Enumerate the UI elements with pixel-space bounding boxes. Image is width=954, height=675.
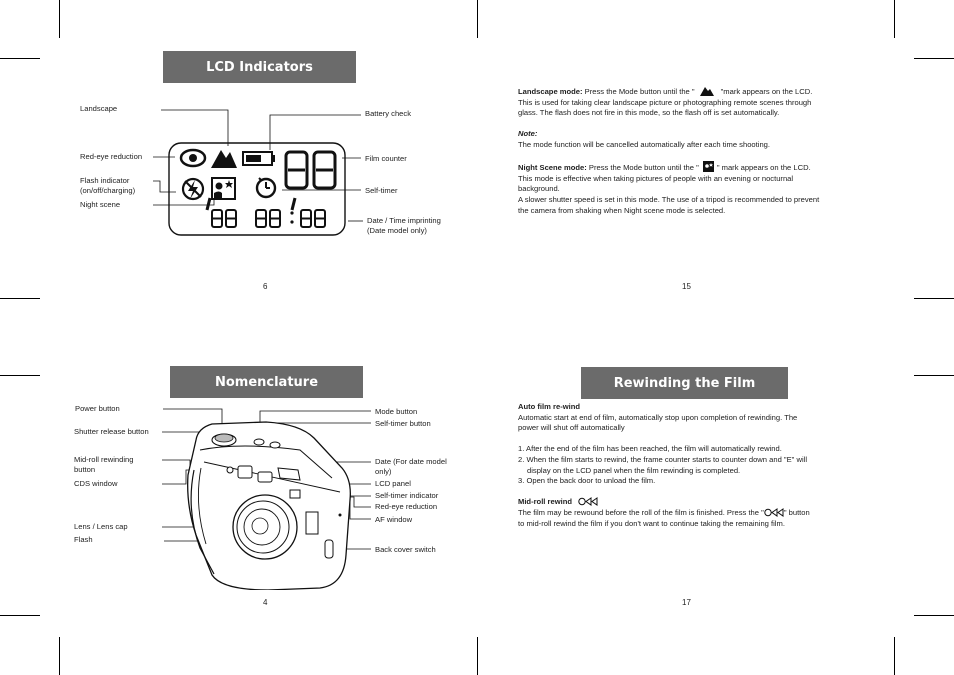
night-scene-icon [212, 178, 235, 199]
camera-diagram [150, 400, 375, 590]
night-mode-line1 [518, 161, 863, 174]
label-night-scene: Night scene [80, 200, 121, 209]
label-flash-indicator: Flash indicator [80, 176, 130, 185]
landscape-mode-line2: This is used for taking clear landscape picture or photographing remote scenes through [518, 97, 812, 107]
section-header: Nomenclature [170, 366, 363, 398]
label-back-cover-switch: Back cover switch [375, 545, 436, 554]
landscape-mode-line1 [518, 86, 863, 98]
label-landscape: Landscape [80, 104, 118, 113]
label-midroll-button: Mid-roll rewinding [74, 455, 134, 464]
rewind-icon [764, 508, 784, 517]
label-af-window: AF window [375, 515, 413, 524]
label-flash: Flash [74, 535, 93, 544]
step-1: 1. After the end of the film has been reached, the film will automatically rewind. [518, 444, 782, 454]
midroll-text: The film may be rewound before the roll of the film is finished. Press the " [518, 507, 764, 517]
label-red-eye-reduction: Red-eye reduction [375, 502, 438, 511]
auto-rewind-line2: power will shut off automatically [518, 423, 625, 433]
auto-rewind-line1: Automatic start at end of film, automatically stop upon completion of rewinding. The [518, 412, 798, 422]
midroll-text-end: " button [783, 507, 810, 517]
label-lens: Lens / Lens cap [74, 522, 128, 531]
auto-rewind-title: Auto film re-wind [518, 402, 581, 411]
midroll-title: Mid-roll rewind [518, 497, 572, 507]
page-number: 6 [263, 282, 268, 291]
section-header: LCD Indicators [163, 51, 356, 83]
midroll-title-line [518, 497, 863, 508]
lcd-panel-diagram [140, 100, 370, 245]
page-number: 15 [682, 282, 691, 291]
label-shutter-button: Shutter release button [74, 427, 149, 436]
landscape-mode-line3: glass. The flash does not fire in this mode, so the flash off is set automatically. [518, 108, 780, 118]
label-film-counter: Film counter [365, 154, 407, 163]
step-3: 3. Open the back door to unload the film. [518, 476, 656, 486]
night-mode-text: Press the Mode button until the " [586, 163, 699, 173]
label-mode-button: Mode button [375, 407, 418, 416]
night-scene-icon [699, 161, 717, 172]
step-2: 2. When the film starts to rewind, the frame counter starts to counter down and "E" will [518, 454, 808, 464]
night-mode-line4: A slower shutter speed is set in this mode. The use of a tripod is recommended to prevent [518, 194, 820, 204]
label-date-time: Date / Time imprinting [367, 216, 441, 225]
rewind-icon [578, 497, 598, 506]
label-date: Date (For date model [375, 457, 447, 466]
night-mode-text-end: " mark appears on the LCD. [716, 163, 811, 173]
label-date-time-sub: (Date model only) [367, 226, 427, 235]
landscape-mode-text-end: "mark appears on the LCD. [720, 87, 813, 96]
label-power-button: Power button [75, 404, 120, 413]
label-lcd-panel: LCD panel [375, 479, 411, 488]
battery-icon [243, 152, 275, 165]
label-cds-window: CDS window [74, 479, 118, 488]
step-2-cont: display on the LCD panel when the film rewinding is completed. [527, 465, 741, 475]
label-midroll-button-sub: button [74, 465, 96, 474]
label-self-timer: Self-timer [365, 186, 398, 195]
label-self-timer-indicator: Self-timer indicator [375, 491, 439, 500]
landscape-mode-text: Press the Mode button until the " [582, 87, 695, 96]
note-text: The mode function will be cancelled automatically after each time shooting. [518, 139, 770, 149]
film-counter-digits [286, 152, 335, 188]
night-mode-line5: the camera from shaking when Night scene mode is selected. [518, 205, 726, 215]
landscape-mode-title: Landscape mode: [518, 87, 583, 96]
self-timer-icon [257, 178, 275, 197]
midroll-line2: to mid-roll rewind the film if you don't want to continue taking the remaining film. [518, 518, 785, 528]
page-number: 4 [263, 598, 268, 607]
mountain-icon [695, 86, 721, 96]
date-time-digits [212, 210, 325, 227]
midroll-line1 [518, 508, 863, 519]
label-red-eye: Red-eye reduction [80, 152, 143, 161]
page-number: 17 [682, 598, 691, 607]
eye-icon [181, 150, 205, 166]
label-self-timer-button: Self-timer button [375, 419, 431, 428]
night-mode-line3: background. [518, 184, 560, 194]
label-date-sub: only) [375, 467, 392, 476]
section-header: Rewinding the Film [581, 367, 788, 399]
note-title: Note: [518, 129, 538, 139]
label-battery: Battery check [365, 109, 412, 118]
night-mode-line2: This mode is effective when taking pictures of people with an evening or nocturnal [518, 173, 794, 183]
night-mode-title: Night Scene mode: [518, 163, 587, 173]
mountain-icon [211, 150, 237, 168]
flash-off-icon [183, 179, 203, 199]
label-flash-indicator-sub: (on/off/charging) [80, 186, 136, 195]
